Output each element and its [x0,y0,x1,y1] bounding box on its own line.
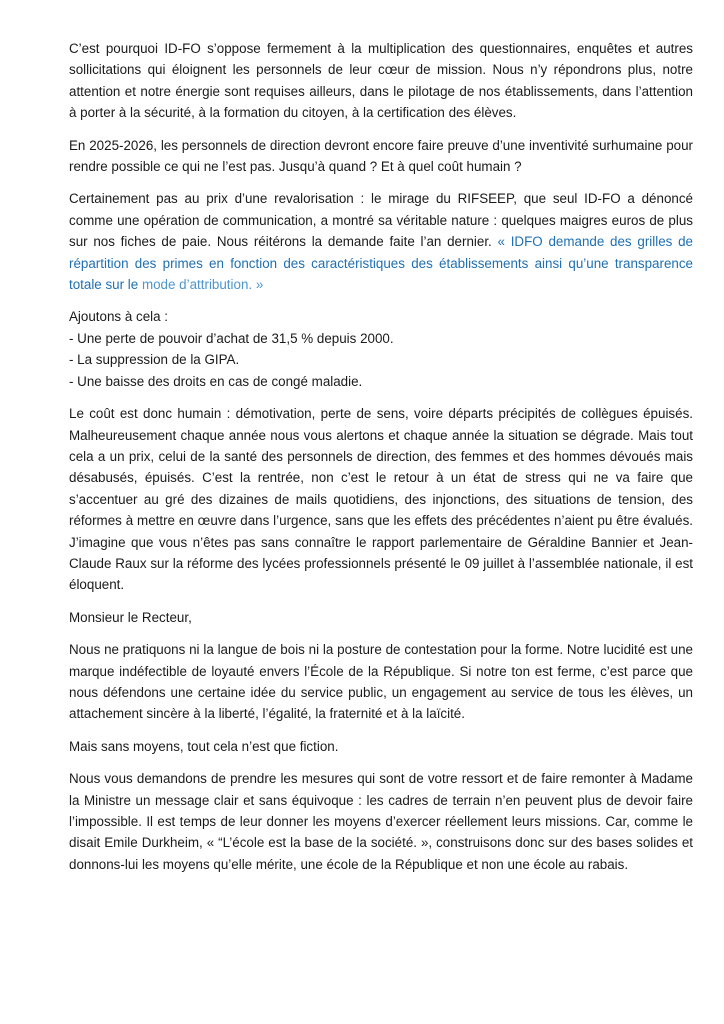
list-item: - La suppression de la GIPA. [69,352,240,368]
paragraph-questionnaires: C’est pourquoi ID-FO s’oppose fermement à la multiplication des questionnaires, enquêtes et autres sollicitations qui éloignent les personnels de leur cœur de mission. Nous n’y répondrons plus, notre attention et notre énergie sont requises ailleurs, dans le pilotage de nos établissements, dans l’attention à porter à la sécurité, à la formation du citoyen, à la certification des élèves. [69,41,693,121]
paragraph-rifseep [69,188,693,295]
list-block [69,306,693,392]
paragraph-cout-humain: Le coût est donc humain : démotivation, perte de sens, voire départs précipités de collègues épuisés. Malheureusement chaque année nous vous alertons et chaque année la situation se dégrade. Mais tout cela a un prix, celui de la santé des personnels de direction, des femmes et des hommes dévoués mais désabusés, épuisés. C’est la rentrée, non c’est le retour à un état de stress qui ne va faire que s’accentuer au gré des dizaines de mails quotidiens, des injonctions, des situations de tension, des réformes à mettre en œuvre dans l’urgence, sans que les effets des précédentes n’aient pu être évalués. J’imagine que vous n’êtes pas sans connaître le rapport parlementaire de Géraldine Bannier et Jean-Claude Raux sur la réforme des lycées professionnels présenté le 09 juillet à l’assemblée nationale, il est éloquent. [69,406,693,593]
paragraph-lucidite: Nous ne pratiquons ni la langue de bois ni la posture de contestation pour la forme. Notre lucidité est une marque indéfectible de loyauté envers l’École de la République. Si notre ton est ferme, c’est parce que nous défendons une certaine idée du service public, un engagement au service de tous les élèves, un attachement sincère à la liberté, l’égalité, la fraternité et à la laïcité. [69,642,693,722]
paragraph-demande: Nous vous demandons de prendre les mesures qui sont de votre ressort et de faire remonter à Madame la Ministre un message clair et sans équivoque : les cadres de terrain n’en peuvent plus de devoir faire l’impossible. Il est temps de leur donner les moyens d’exercer réellement leurs missions. Car, comme le disait Emile Durkheim, « “L’école est la base de la société. », construisons donc sur des bases solides et donnons-lui les moyens qu’elle mérite, une école de la République et non une école au rabais. [69,771,693,872]
paragraph-sans-moyens: Mais sans moyens, tout cela n’est que fiction. [69,738,339,754]
idfo-demand-quote-end: mode d’attribution. » [141,277,264,293]
rifseep-text: Certainement pas au prix d’une revalorisation : le mirage du RIFSEEP, que seul ID-FO a dénoncé comme une opération de communication, a montré sa véritable nature : quelques maigres euros de plus sur nos fiches de paie. Nous réitérons la demande faite l’an dernier. [69,191,693,250]
document-page [69,38,693,886]
list-item: - Une perte de pouvoir d’achat de 31,5 % depuis 2000. [69,330,394,346]
list-item: - Une baisse des droits en cas de congé maladie. [69,373,363,389]
salutation: Monsieur le Recteur, [69,609,192,625]
paragraph-2025-2026: En 2025-2026, les personnels de direction devront encore faire preuve d’une inventivité surhumaine pour rendre possible ce qui ne l’est pas. Jusqu’à quand ? Et à quel coût humain ? [69,137,693,175]
list-intro: Ajoutons à cela : [69,309,169,325]
idfo-demand-quote: « IDFO demande des grilles de répartition des primes en fonction des caractéristiques des établissements ainsi qu’une transparence totale sur le [69,234,693,293]
